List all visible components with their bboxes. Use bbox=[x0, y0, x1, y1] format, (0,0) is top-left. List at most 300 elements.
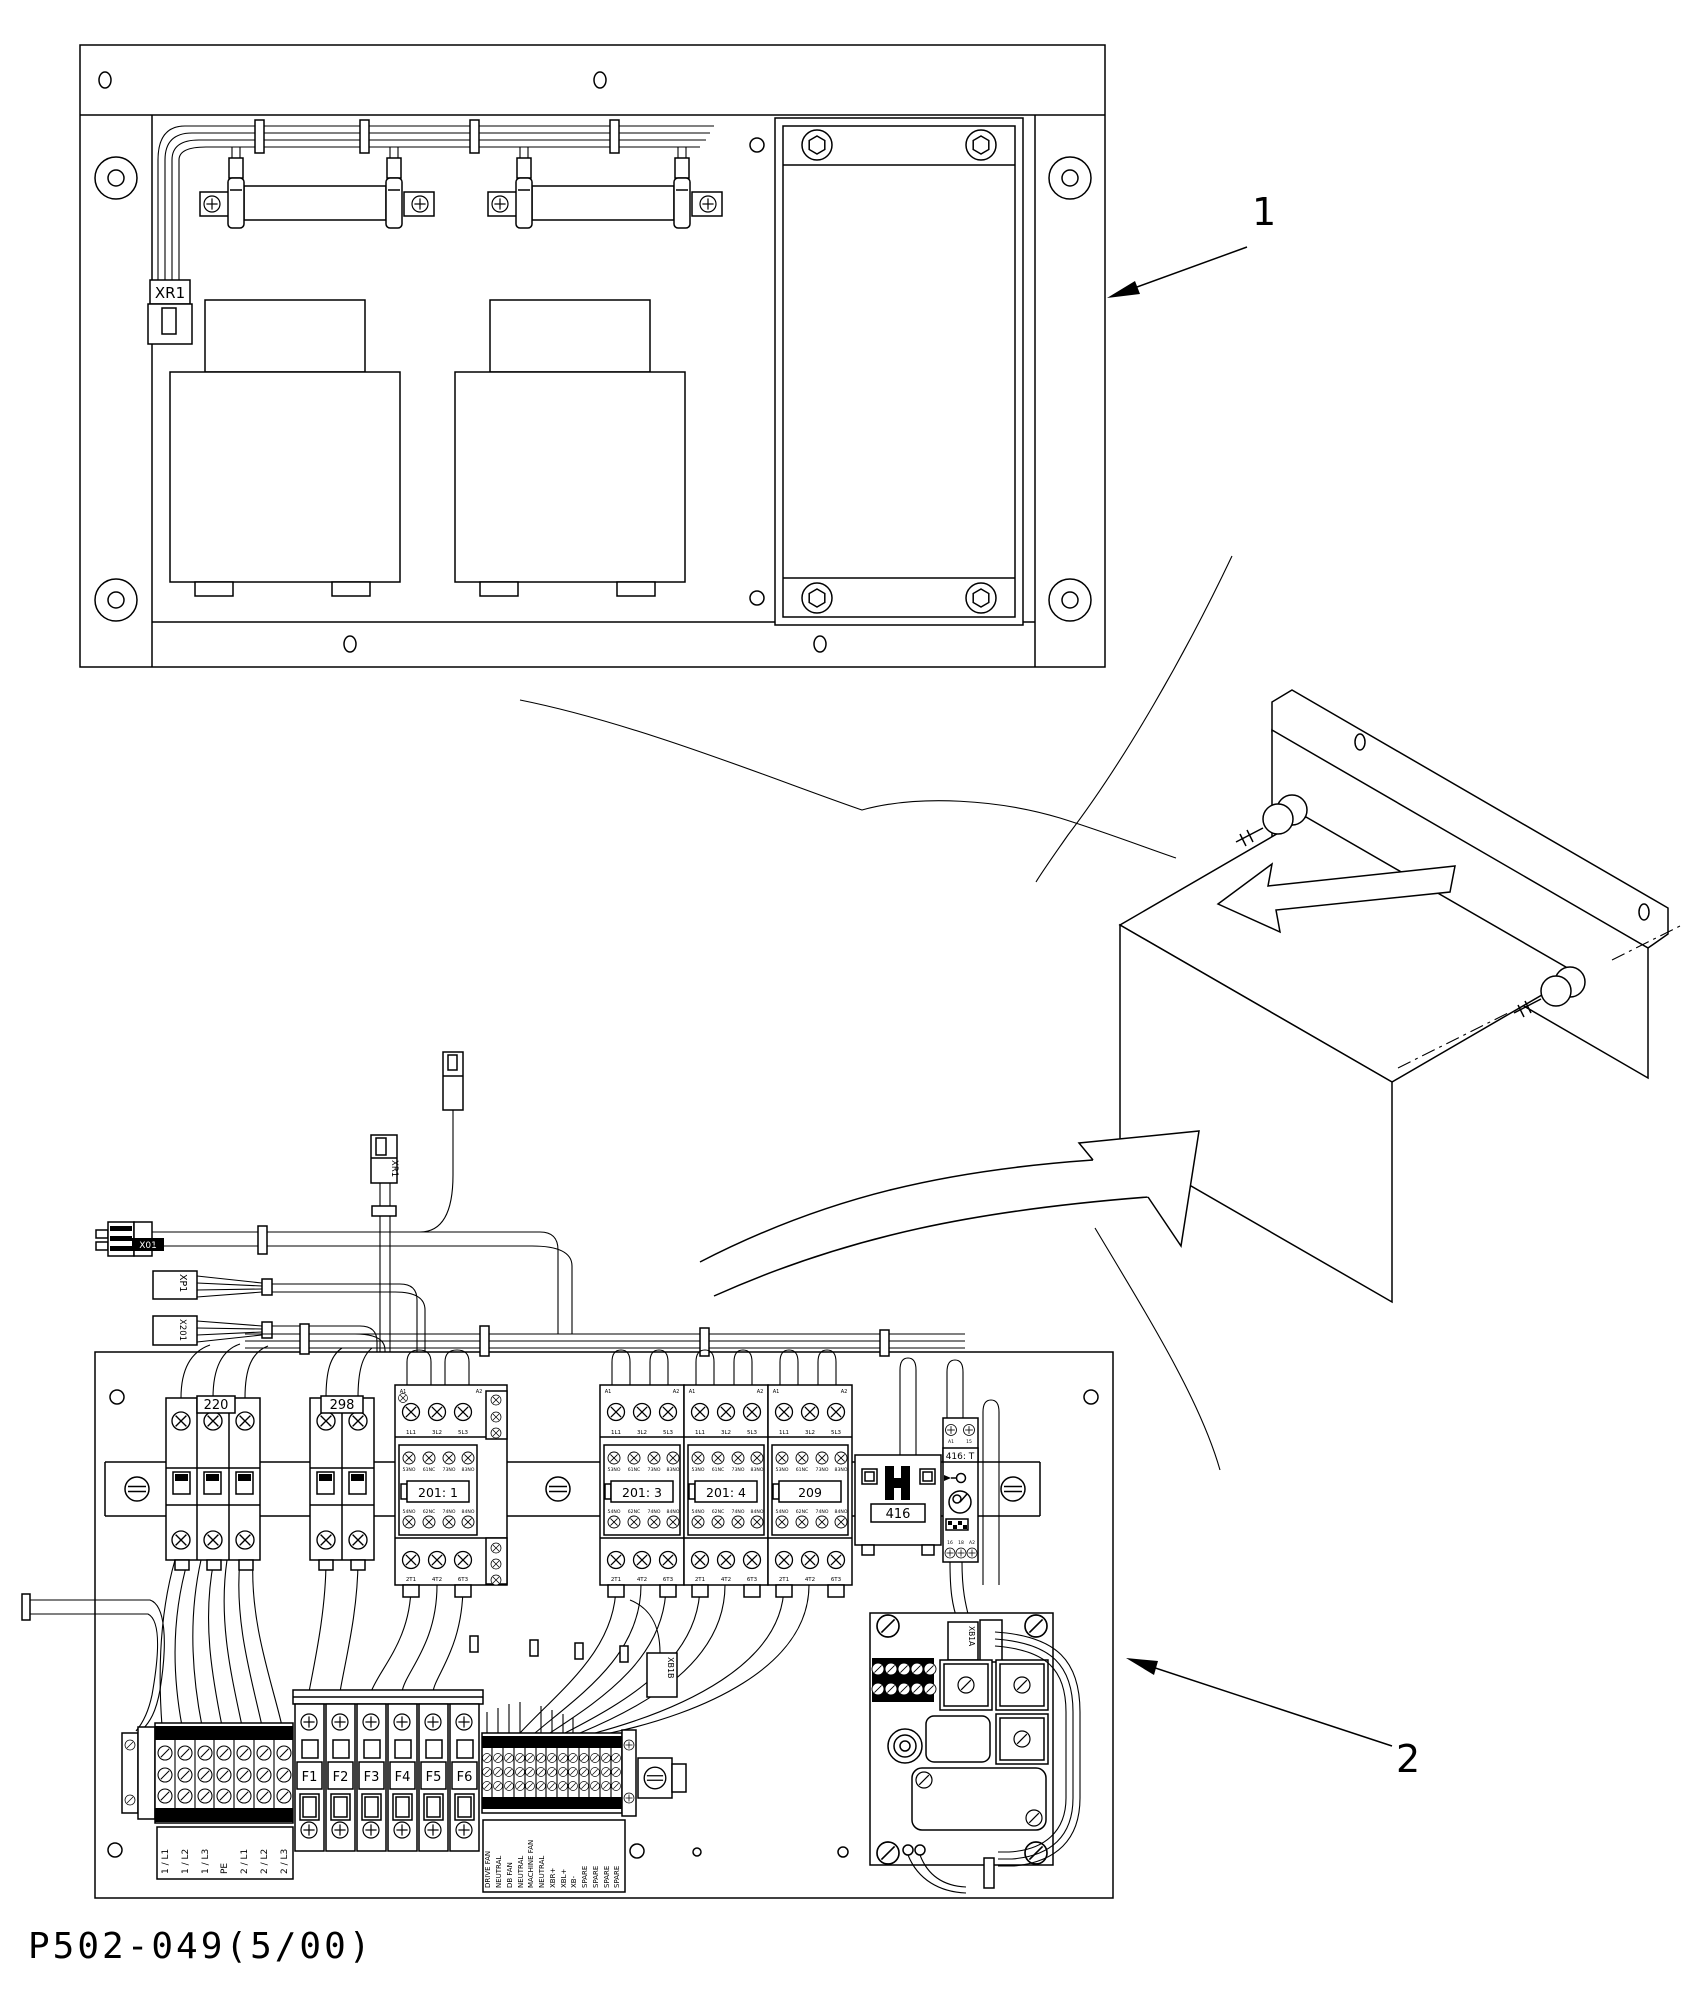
screw-icon bbox=[198, 1746, 212, 1760]
screw-icon bbox=[363, 1822, 379, 1838]
screw-icon bbox=[516, 1768, 525, 1777]
screw-icon bbox=[628, 1516, 640, 1528]
rail-screw-icon bbox=[644, 1767, 666, 1789]
screw-icon bbox=[569, 1768, 578, 1777]
callout-2 bbox=[1126, 1658, 1420, 1781]
aux-label: 53NO bbox=[402, 1468, 416, 1473]
bracket-hole bbox=[1355, 734, 1365, 750]
fuse-holders bbox=[293, 1690, 483, 1851]
aux-label: 73NO bbox=[442, 1468, 456, 1473]
aux-label: 62NC bbox=[711, 1510, 725, 1515]
aux-label: 62NC bbox=[627, 1510, 641, 1515]
xr1-connector bbox=[148, 280, 192, 344]
rail-screw-icon bbox=[1001, 1477, 1025, 1501]
fan-terminal-label: NEUTRAL bbox=[517, 1855, 525, 1888]
screw-icon bbox=[580, 1782, 589, 1791]
screw-icon bbox=[217, 1789, 231, 1803]
screw-icon bbox=[877, 1615, 899, 1637]
screw-icon bbox=[178, 1746, 192, 1760]
screw-icon bbox=[946, 1425, 957, 1436]
screw-icon bbox=[158, 1746, 172, 1760]
screw-icon bbox=[692, 1552, 709, 1569]
screw-icon bbox=[828, 1404, 845, 1421]
screw-icon bbox=[718, 1404, 735, 1421]
screw-icon bbox=[491, 1575, 501, 1585]
screw-icon bbox=[835, 1516, 847, 1528]
aux-label: 54NO bbox=[402, 1510, 416, 1515]
power-terminal-label: 2 / L1 bbox=[240, 1848, 250, 1874]
arrowhead-icon bbox=[1126, 1658, 1158, 1675]
fuse-f3 bbox=[357, 1704, 386, 1851]
aux-label: 61NC bbox=[795, 1468, 809, 1473]
screw-icon bbox=[198, 1768, 212, 1782]
screw-icon bbox=[667, 1516, 679, 1528]
screw-icon bbox=[494, 1782, 503, 1791]
terminal-label: 2T1 bbox=[405, 1577, 417, 1583]
screw-icon bbox=[516, 1754, 525, 1763]
capacitor bbox=[888, 1729, 922, 1763]
aux-label: 54NO bbox=[775, 1510, 789, 1515]
aux-label: 61NC bbox=[711, 1468, 725, 1473]
fan-terminal-label: SPARE bbox=[613, 1865, 621, 1888]
aux-label: 73NO bbox=[647, 1468, 661, 1473]
screw-icon bbox=[608, 1552, 625, 1569]
fan-terminal-label: SPARE bbox=[581, 1865, 589, 1888]
screw-icon bbox=[217, 1768, 231, 1782]
screw-icon bbox=[660, 1552, 677, 1569]
control-gear-plate bbox=[22, 1052, 1113, 1898]
screw-icon bbox=[483, 1754, 492, 1763]
screw-icon bbox=[423, 1452, 435, 1464]
curved-assembly-arrow-icon bbox=[700, 1131, 1199, 1296]
aux-label: 84NO bbox=[750, 1510, 764, 1515]
screw-icon bbox=[548, 1768, 557, 1777]
pcb-relay bbox=[940, 1660, 992, 1710]
screw-icon bbox=[712, 1516, 724, 1528]
screw-icon bbox=[257, 1789, 271, 1803]
breaker-298 bbox=[310, 1396, 374, 1570]
contactor-201-4 bbox=[684, 1350, 768, 1597]
coil-terminal-label: A1 bbox=[399, 1389, 407, 1395]
coil-terminal-label: A2 bbox=[475, 1389, 483, 1395]
aux-label: 73NO bbox=[731, 1468, 745, 1473]
screw-icon bbox=[580, 1768, 589, 1777]
screw-icon bbox=[602, 1754, 611, 1763]
screw-icon bbox=[776, 1516, 788, 1528]
screw-icon bbox=[660, 1404, 677, 1421]
screw-icon bbox=[403, 1404, 420, 1421]
screw-icon bbox=[667, 1452, 679, 1464]
screw-icon bbox=[612, 1754, 621, 1763]
screw-icon bbox=[505, 1768, 514, 1777]
screw-icon bbox=[732, 1452, 744, 1464]
xr1-lower-label: XR1 bbox=[389, 1160, 399, 1178]
screw-icon bbox=[443, 1452, 455, 1464]
fuse-f5 bbox=[419, 1704, 448, 1851]
screw-icon bbox=[491, 1412, 501, 1422]
screw-icon bbox=[443, 1516, 455, 1528]
screw-icon bbox=[591, 1782, 600, 1791]
door-bolt-icon bbox=[966, 583, 996, 613]
screw-icon bbox=[796, 1452, 808, 1464]
x01-connector bbox=[96, 1222, 164, 1256]
fuse-label: F2 bbox=[332, 1770, 349, 1785]
screw-icon bbox=[491, 1543, 501, 1553]
screw-icon bbox=[537, 1768, 546, 1777]
screw-icon bbox=[816, 1452, 828, 1464]
screw-icon bbox=[537, 1782, 546, 1791]
xr1-label: XR1 bbox=[154, 284, 186, 302]
aux-label: 74NO bbox=[815, 1510, 829, 1515]
screw-icon bbox=[349, 1412, 367, 1430]
screw-icon bbox=[1025, 1615, 1047, 1637]
aux-label: 83NO bbox=[834, 1468, 848, 1473]
aux-label: 61NC bbox=[422, 1468, 436, 1473]
screw-icon bbox=[349, 1531, 367, 1549]
callout-1-label: 1 bbox=[1252, 190, 1277, 234]
breaker-416-label: 416 bbox=[885, 1507, 911, 1522]
screw-icon bbox=[548, 1782, 557, 1791]
screw-icon bbox=[744, 1552, 761, 1569]
terminal-label: 5L3 bbox=[746, 1430, 758, 1436]
aux-label: 84NO bbox=[834, 1510, 848, 1515]
aux-label: 84NO bbox=[666, 1510, 680, 1515]
screw-icon bbox=[505, 1782, 514, 1791]
screw-icon bbox=[394, 1714, 410, 1730]
screw-icon bbox=[429, 1404, 446, 1421]
screw-icon bbox=[751, 1452, 763, 1464]
screw-icon bbox=[624, 1793, 634, 1803]
door-bolt-icon bbox=[966, 130, 996, 160]
screw-icon bbox=[462, 1452, 474, 1464]
fan-terminal-label: XBL+ bbox=[560, 1868, 568, 1888]
screw-icon bbox=[158, 1768, 172, 1782]
screw-icon bbox=[455, 1404, 472, 1421]
screw-icon bbox=[257, 1768, 271, 1782]
rail-screw-icon bbox=[546, 1477, 570, 1501]
aux-label: 83NO bbox=[461, 1468, 475, 1473]
terminal-label: 5L3 bbox=[662, 1430, 674, 1436]
xb1b-label: XB1B bbox=[666, 1657, 675, 1679]
screw-icon bbox=[204, 196, 220, 212]
arrowhead-icon bbox=[1107, 281, 1140, 298]
mount-hole-icon bbox=[95, 157, 137, 199]
terminal-label: 3L2 bbox=[720, 1430, 732, 1436]
screw-icon bbox=[125, 1740, 135, 1750]
screw-icon bbox=[964, 1425, 975, 1436]
screw-icon bbox=[491, 1559, 501, 1569]
screw-icon bbox=[648, 1516, 660, 1528]
terminal-label: 4T2 bbox=[720, 1577, 732, 1583]
power-terminal-label: 1 / L2 bbox=[181, 1848, 191, 1874]
leader-curve-left bbox=[520, 700, 1176, 858]
screw-icon bbox=[198, 1789, 212, 1803]
screw-icon bbox=[612, 1782, 621, 1791]
screw-icon bbox=[958, 1677, 974, 1693]
screw-icon bbox=[751, 1516, 763, 1528]
terminal-label: 2T1 bbox=[610, 1577, 622, 1583]
screw-icon bbox=[158, 1789, 172, 1803]
screw-icon bbox=[802, 1552, 819, 1569]
fan-terminal-label: SPARE bbox=[603, 1865, 611, 1888]
contactor-201-3 bbox=[600, 1350, 684, 1597]
fuse-f2 bbox=[326, 1704, 355, 1851]
aux-label: 84NO bbox=[461, 1510, 475, 1515]
aux-label: 53NO bbox=[607, 1468, 621, 1473]
screw-icon bbox=[412, 196, 428, 212]
terminal-label: 6T3 bbox=[746, 1577, 758, 1583]
screw-icon bbox=[491, 1395, 501, 1405]
screw-icon bbox=[559, 1782, 568, 1791]
screw-icon bbox=[559, 1768, 568, 1777]
door-bolt-icon bbox=[802, 583, 832, 613]
mount-hole-icon bbox=[1049, 579, 1091, 621]
resistor-1 bbox=[200, 178, 434, 228]
aux-label: 62NC bbox=[795, 1510, 809, 1515]
screw-icon bbox=[456, 1822, 472, 1838]
xb1-plug bbox=[420, 1052, 463, 1232]
relay-416t-label: 416: T bbox=[945, 1452, 975, 1462]
screw-icon bbox=[776, 1552, 793, 1569]
screw-icon bbox=[403, 1516, 415, 1528]
screw-icon bbox=[537, 1754, 546, 1763]
breaker-220-label: 220 bbox=[203, 1398, 229, 1413]
power-terminal-label: 2 / L2 bbox=[260, 1848, 270, 1874]
aux-label: 83NO bbox=[666, 1468, 680, 1473]
screw-icon bbox=[634, 1404, 651, 1421]
bracket-hole bbox=[1639, 904, 1649, 920]
screw-icon bbox=[608, 1516, 620, 1528]
screw-icon bbox=[718, 1552, 735, 1569]
screw-icon bbox=[732, 1516, 744, 1528]
terminal-label: 6T3 bbox=[662, 1577, 674, 1583]
xp1-label: XP1 bbox=[177, 1274, 188, 1293]
relay-terminal-label: 16 bbox=[947, 1541, 953, 1546]
screw-icon bbox=[277, 1768, 291, 1782]
screw-icon bbox=[277, 1746, 291, 1760]
screw-icon bbox=[648, 1452, 660, 1464]
screw-icon bbox=[608, 1404, 625, 1421]
screw-icon bbox=[916, 1772, 932, 1788]
fuse-label: F4 bbox=[394, 1770, 411, 1785]
mount-hole-icon bbox=[1049, 157, 1091, 199]
screw-icon bbox=[483, 1768, 492, 1777]
screw-icon bbox=[956, 1548, 966, 1558]
screw-icon bbox=[634, 1552, 651, 1569]
resistor-transformer-plate bbox=[80, 45, 1105, 667]
screw-icon bbox=[828, 1552, 845, 1569]
power-terminal-label: 1 / L1 bbox=[161, 1848, 171, 1874]
x201-label: X201 bbox=[177, 1319, 187, 1342]
aux-label: 74NO bbox=[731, 1510, 745, 1515]
aux-label: 53NO bbox=[775, 1468, 789, 1473]
screw-icon bbox=[483, 1782, 492, 1791]
screw-icon bbox=[172, 1412, 190, 1430]
screw-icon bbox=[125, 1795, 135, 1805]
fan-terminal-label: DRIVE FAN bbox=[484, 1850, 492, 1888]
pcb-module bbox=[912, 1768, 1046, 1830]
transformer-2 bbox=[455, 300, 685, 596]
fuse-label: F6 bbox=[456, 1770, 473, 1785]
screw-icon bbox=[403, 1452, 415, 1464]
terminal-label: 3L2 bbox=[636, 1430, 648, 1436]
aux-label: 73NO bbox=[815, 1468, 829, 1473]
access-door bbox=[750, 118, 1023, 625]
pcb-relay bbox=[996, 1714, 1048, 1764]
aux-label: 54NO bbox=[607, 1510, 621, 1515]
fuse-f4 bbox=[388, 1704, 417, 1851]
coil-terminal-label: A2 bbox=[672, 1389, 680, 1395]
aux-label: 74NO bbox=[647, 1510, 661, 1515]
screw-icon bbox=[425, 1822, 441, 1838]
screw-icon bbox=[776, 1452, 788, 1464]
screw-icon bbox=[455, 1552, 472, 1569]
terminal-label: 1L1 bbox=[610, 1430, 622, 1436]
screw-icon bbox=[217, 1746, 231, 1760]
relay-terminal-label: 15 bbox=[966, 1440, 972, 1445]
screw-icon bbox=[363, 1714, 379, 1730]
screw-icon bbox=[492, 196, 508, 212]
screw-icon bbox=[204, 1531, 222, 1549]
pcb-component bbox=[926, 1716, 990, 1762]
fan-terminal-label: XBR+ bbox=[549, 1867, 557, 1888]
screw-icon bbox=[877, 1842, 899, 1864]
screw-icon bbox=[602, 1768, 611, 1777]
terminal-label: 1L1 bbox=[778, 1430, 790, 1436]
screw-icon bbox=[624, 1740, 634, 1750]
screw-icon bbox=[317, 1531, 335, 1549]
screw-icon bbox=[277, 1789, 291, 1803]
screw-icon bbox=[712, 1452, 724, 1464]
contactor-id-label: 209 bbox=[798, 1485, 822, 1500]
terminal-label: 3L2 bbox=[804, 1430, 816, 1436]
screw-icon bbox=[178, 1789, 192, 1803]
screw-icon bbox=[816, 1516, 828, 1528]
screw-icon bbox=[394, 1822, 410, 1838]
coil-terminal-label: A2 bbox=[840, 1389, 848, 1395]
screw-icon bbox=[317, 1412, 335, 1430]
terminal-label: 4T2 bbox=[804, 1577, 816, 1583]
screw-icon bbox=[236, 1412, 254, 1430]
terminal-label: 5L3 bbox=[830, 1430, 842, 1436]
relay-terminal-label: A2 bbox=[969, 1541, 975, 1546]
coil-terminal-label: A1 bbox=[688, 1389, 696, 1395]
aux-label: 53NO bbox=[691, 1468, 705, 1473]
fan-terminal-label: NEUTRAL bbox=[495, 1855, 503, 1888]
screw-icon bbox=[526, 1754, 535, 1763]
screw-icon bbox=[591, 1768, 600, 1777]
screw-icon bbox=[580, 1754, 589, 1763]
coil-terminal-label: A1 bbox=[772, 1389, 780, 1395]
screw-icon bbox=[178, 1768, 192, 1782]
screw-icon bbox=[456, 1714, 472, 1730]
fuse-f6 bbox=[450, 1704, 479, 1851]
screw-icon bbox=[602, 1782, 611, 1791]
rail-screw-icon bbox=[125, 1477, 149, 1501]
screw-icon bbox=[835, 1452, 847, 1464]
terminal-label: 4T2 bbox=[431, 1577, 443, 1583]
power-terminal-label: PE bbox=[220, 1862, 230, 1874]
fuse-label: F5 bbox=[425, 1770, 442, 1785]
drawing-number: P502-049(5/00) bbox=[28, 1926, 374, 1967]
screw-icon bbox=[559, 1754, 568, 1763]
aux-label: 74NO bbox=[442, 1510, 456, 1515]
screw-icon bbox=[423, 1516, 435, 1528]
screw-icon bbox=[301, 1714, 317, 1730]
screw-icon bbox=[237, 1768, 251, 1782]
screw-icon bbox=[462, 1516, 474, 1528]
contactor-id-label: 201: 1 bbox=[418, 1485, 458, 1500]
terminal-label: 1L1 bbox=[405, 1430, 417, 1436]
aux-label: 62NC bbox=[422, 1510, 436, 1515]
screw-icon bbox=[692, 1452, 704, 1464]
fuse-label: F3 bbox=[363, 1770, 380, 1785]
screw-icon bbox=[332, 1714, 348, 1730]
screw-icon bbox=[967, 1548, 977, 1558]
screw-icon bbox=[332, 1822, 348, 1838]
screw-icon bbox=[612, 1768, 621, 1777]
relay-terminal-label: 18 bbox=[958, 1541, 964, 1546]
fan-terminal-label: XB- bbox=[570, 1875, 578, 1888]
terminal-label: 3L2 bbox=[431, 1430, 443, 1436]
coil-terminal-label: A1 bbox=[604, 1389, 612, 1395]
contactor-201-1 bbox=[395, 1350, 507, 1597]
callout-2-label: 2 bbox=[1396, 1737, 1421, 1781]
aux-label: 61NC bbox=[627, 1468, 641, 1473]
contactor-209 bbox=[768, 1350, 852, 1597]
screw-icon bbox=[526, 1768, 535, 1777]
terminal-label: 5L3 bbox=[457, 1430, 469, 1436]
screw-icon bbox=[796, 1516, 808, 1528]
screw-icon bbox=[257, 1746, 271, 1760]
contactor-id-label: 201: 4 bbox=[706, 1485, 746, 1500]
aux-label: 54NO bbox=[691, 1510, 705, 1515]
screw-icon bbox=[494, 1768, 503, 1777]
aux-label: 83NO bbox=[750, 1468, 764, 1473]
terminal-label: 6T3 bbox=[830, 1577, 842, 1583]
xb1a-label: XB1A bbox=[967, 1626, 976, 1647]
coil-terminal-label: A2 bbox=[756, 1389, 764, 1395]
terminal-label: 1L1 bbox=[694, 1430, 706, 1436]
breaker-298-label: 298 bbox=[329, 1398, 355, 1413]
screw-icon bbox=[301, 1822, 317, 1838]
pcb-relay bbox=[996, 1660, 1048, 1710]
screw-icon bbox=[628, 1452, 640, 1464]
screw-icon bbox=[1014, 1731, 1030, 1747]
fan-terminal-label: MACHINE FAN bbox=[527, 1839, 535, 1888]
exploded-mid-section bbox=[520, 556, 1680, 1470]
terminal-label: 2T1 bbox=[694, 1577, 706, 1583]
contactor-id-label: 201: 3 bbox=[622, 1485, 662, 1500]
breaker-220 bbox=[166, 1396, 260, 1570]
screw-icon bbox=[403, 1552, 420, 1569]
screw-icon bbox=[700, 196, 716, 212]
power-terminal-label: 1 / L3 bbox=[201, 1848, 211, 1874]
screw-icon bbox=[744, 1404, 761, 1421]
adjust-screw-icon bbox=[957, 1474, 966, 1483]
screw-icon bbox=[425, 1714, 441, 1730]
relay-terminal-label: A1 bbox=[948, 1440, 954, 1445]
door-bolt-icon bbox=[802, 130, 832, 160]
screw-icon bbox=[692, 1404, 709, 1421]
terminal-label: 2T1 bbox=[778, 1577, 790, 1583]
screw-icon bbox=[1026, 1810, 1042, 1826]
screw-icon bbox=[776, 1404, 793, 1421]
transformer-1 bbox=[170, 300, 400, 596]
screw-icon bbox=[516, 1782, 525, 1791]
terminal-label: 4T2 bbox=[636, 1577, 648, 1583]
screw-icon bbox=[505, 1754, 514, 1763]
